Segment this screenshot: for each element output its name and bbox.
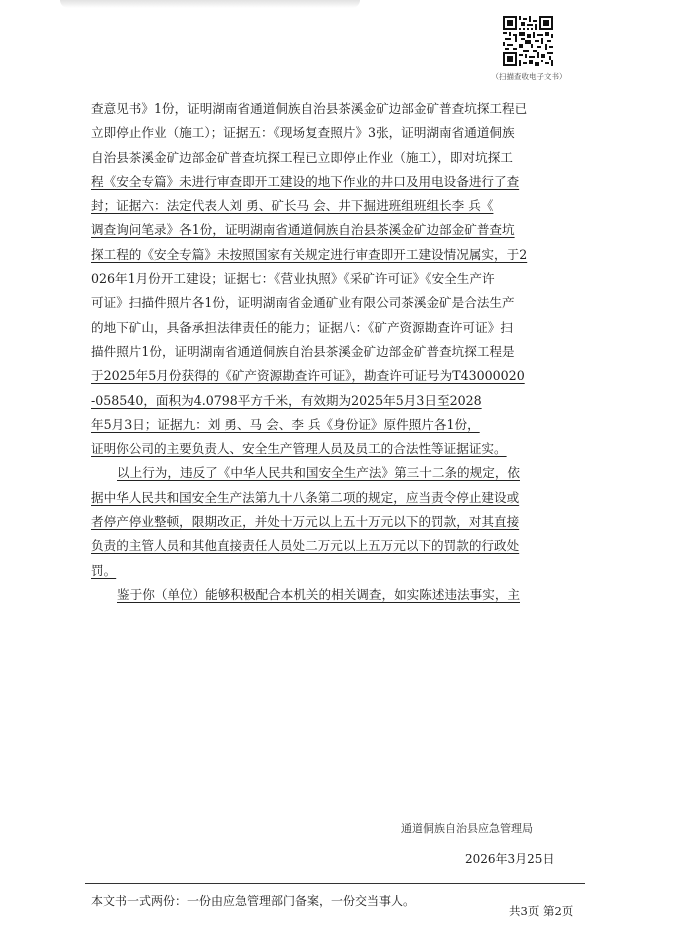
body-line: 封；证据六：法定代表人刘 勇、矿长马 会、井下掘进班组班组长李 兵《 <box>91 198 494 214</box>
issuing-authority: 通道侗族自治县应急管理局 <box>401 822 533 835</box>
body-line: 程《安全专篇》未进行审查即开工建设的地下作业的井口及用电设备进行了查 <box>91 173 520 189</box>
body-line: 可证》扫描件照片各1份，证明湖南省金通矿业有限公司茶溪金矿是合法生产 <box>91 295 515 311</box>
body-line: 立即停止作业（施工）；证据五：《现场复查照片》3张，证明湖南省通道侗族 <box>91 125 515 141</box>
footer-note: 本文书一式两份：一份由应急管理部门备案，一份交当事人。 <box>91 894 416 908</box>
page-edge-shadow <box>60 0 360 8</box>
body-line: 证明你公司的主要负责人、安全生产管理人员及员工的合法性等证据证实。 <box>91 441 507 457</box>
body-line: 的地下矿山，具备承担法律责任的能力；证据八：《矿产资源勘查许可证》扫 <box>91 319 513 335</box>
body-line: 据中华人民共和国安全生产法第九十八条第二项的规定，应当责令停止建设或 <box>91 489 520 505</box>
body-line: 026年1月份开工建设；证据七：《营业执照》《采矿许可证》《安全生产许 <box>91 271 495 287</box>
qr-caption: （扫描查收电子文书） <box>491 72 567 81</box>
body-line: 鉴于你（单位）能够积极配合本机关的相关调查，如实陈述违法事实，主 <box>117 586 520 602</box>
footer-divider <box>85 883 585 884</box>
body-line: 负责的主管人员和其他直接责任人员处二万元以上五万元以下的罚款的行政处 <box>91 538 520 554</box>
body-line: -058540，面积为4.0798平方千米，有效期为2025年5月3日至2028 <box>91 392 482 408</box>
body-line: 罚。 <box>91 562 117 578</box>
document-body <box>91 97 585 607</box>
body-line: 调查询问笔录》各1份，证明湖南省通道侗族自治县茶溪金矿边部金矿普查坑 <box>91 222 515 238</box>
body-line: 描件照片1份，证明湖南省通道侗族自治县茶溪金矿边部金矿普查坑探工程是 <box>91 343 515 359</box>
body-line: 探工程的《安全专篇》未按照国家有关规定进行审查即开工建设情况属实，于2 <box>91 246 528 262</box>
body-line: 年5月3日；证据九：刘 勇、马 会、李 兵《身份证》原件照片各1份， <box>91 416 480 432</box>
body-line: 于2025年5月份获得的《矿产资源勘查许可证》，勘查许可证号为T43000020 <box>91 368 525 384</box>
issue-date: 2026年3月25日 <box>465 852 555 866</box>
body-line: 自治县茶溪金矿边部金矿普查坑探工程已立即停止作业（施工），即对坑探工 <box>91 149 513 165</box>
qr-code-icon <box>503 16 553 66</box>
body-line: 查意见书》1份，证明湖南省通道侗族自治县茶溪金矿边部金矿普查坑探工程已 <box>91 101 528 116</box>
body-line: 者停产停业整顿，限期改正，并处十万元以上五十万元以下的罚款，对其直接 <box>91 514 520 530</box>
page-indicator: 共3页 第2页 <box>509 904 574 918</box>
body-line: 以上行为，违反了《中华人民共和国安全生产法》第三十二条的规定，依 <box>117 465 520 481</box>
